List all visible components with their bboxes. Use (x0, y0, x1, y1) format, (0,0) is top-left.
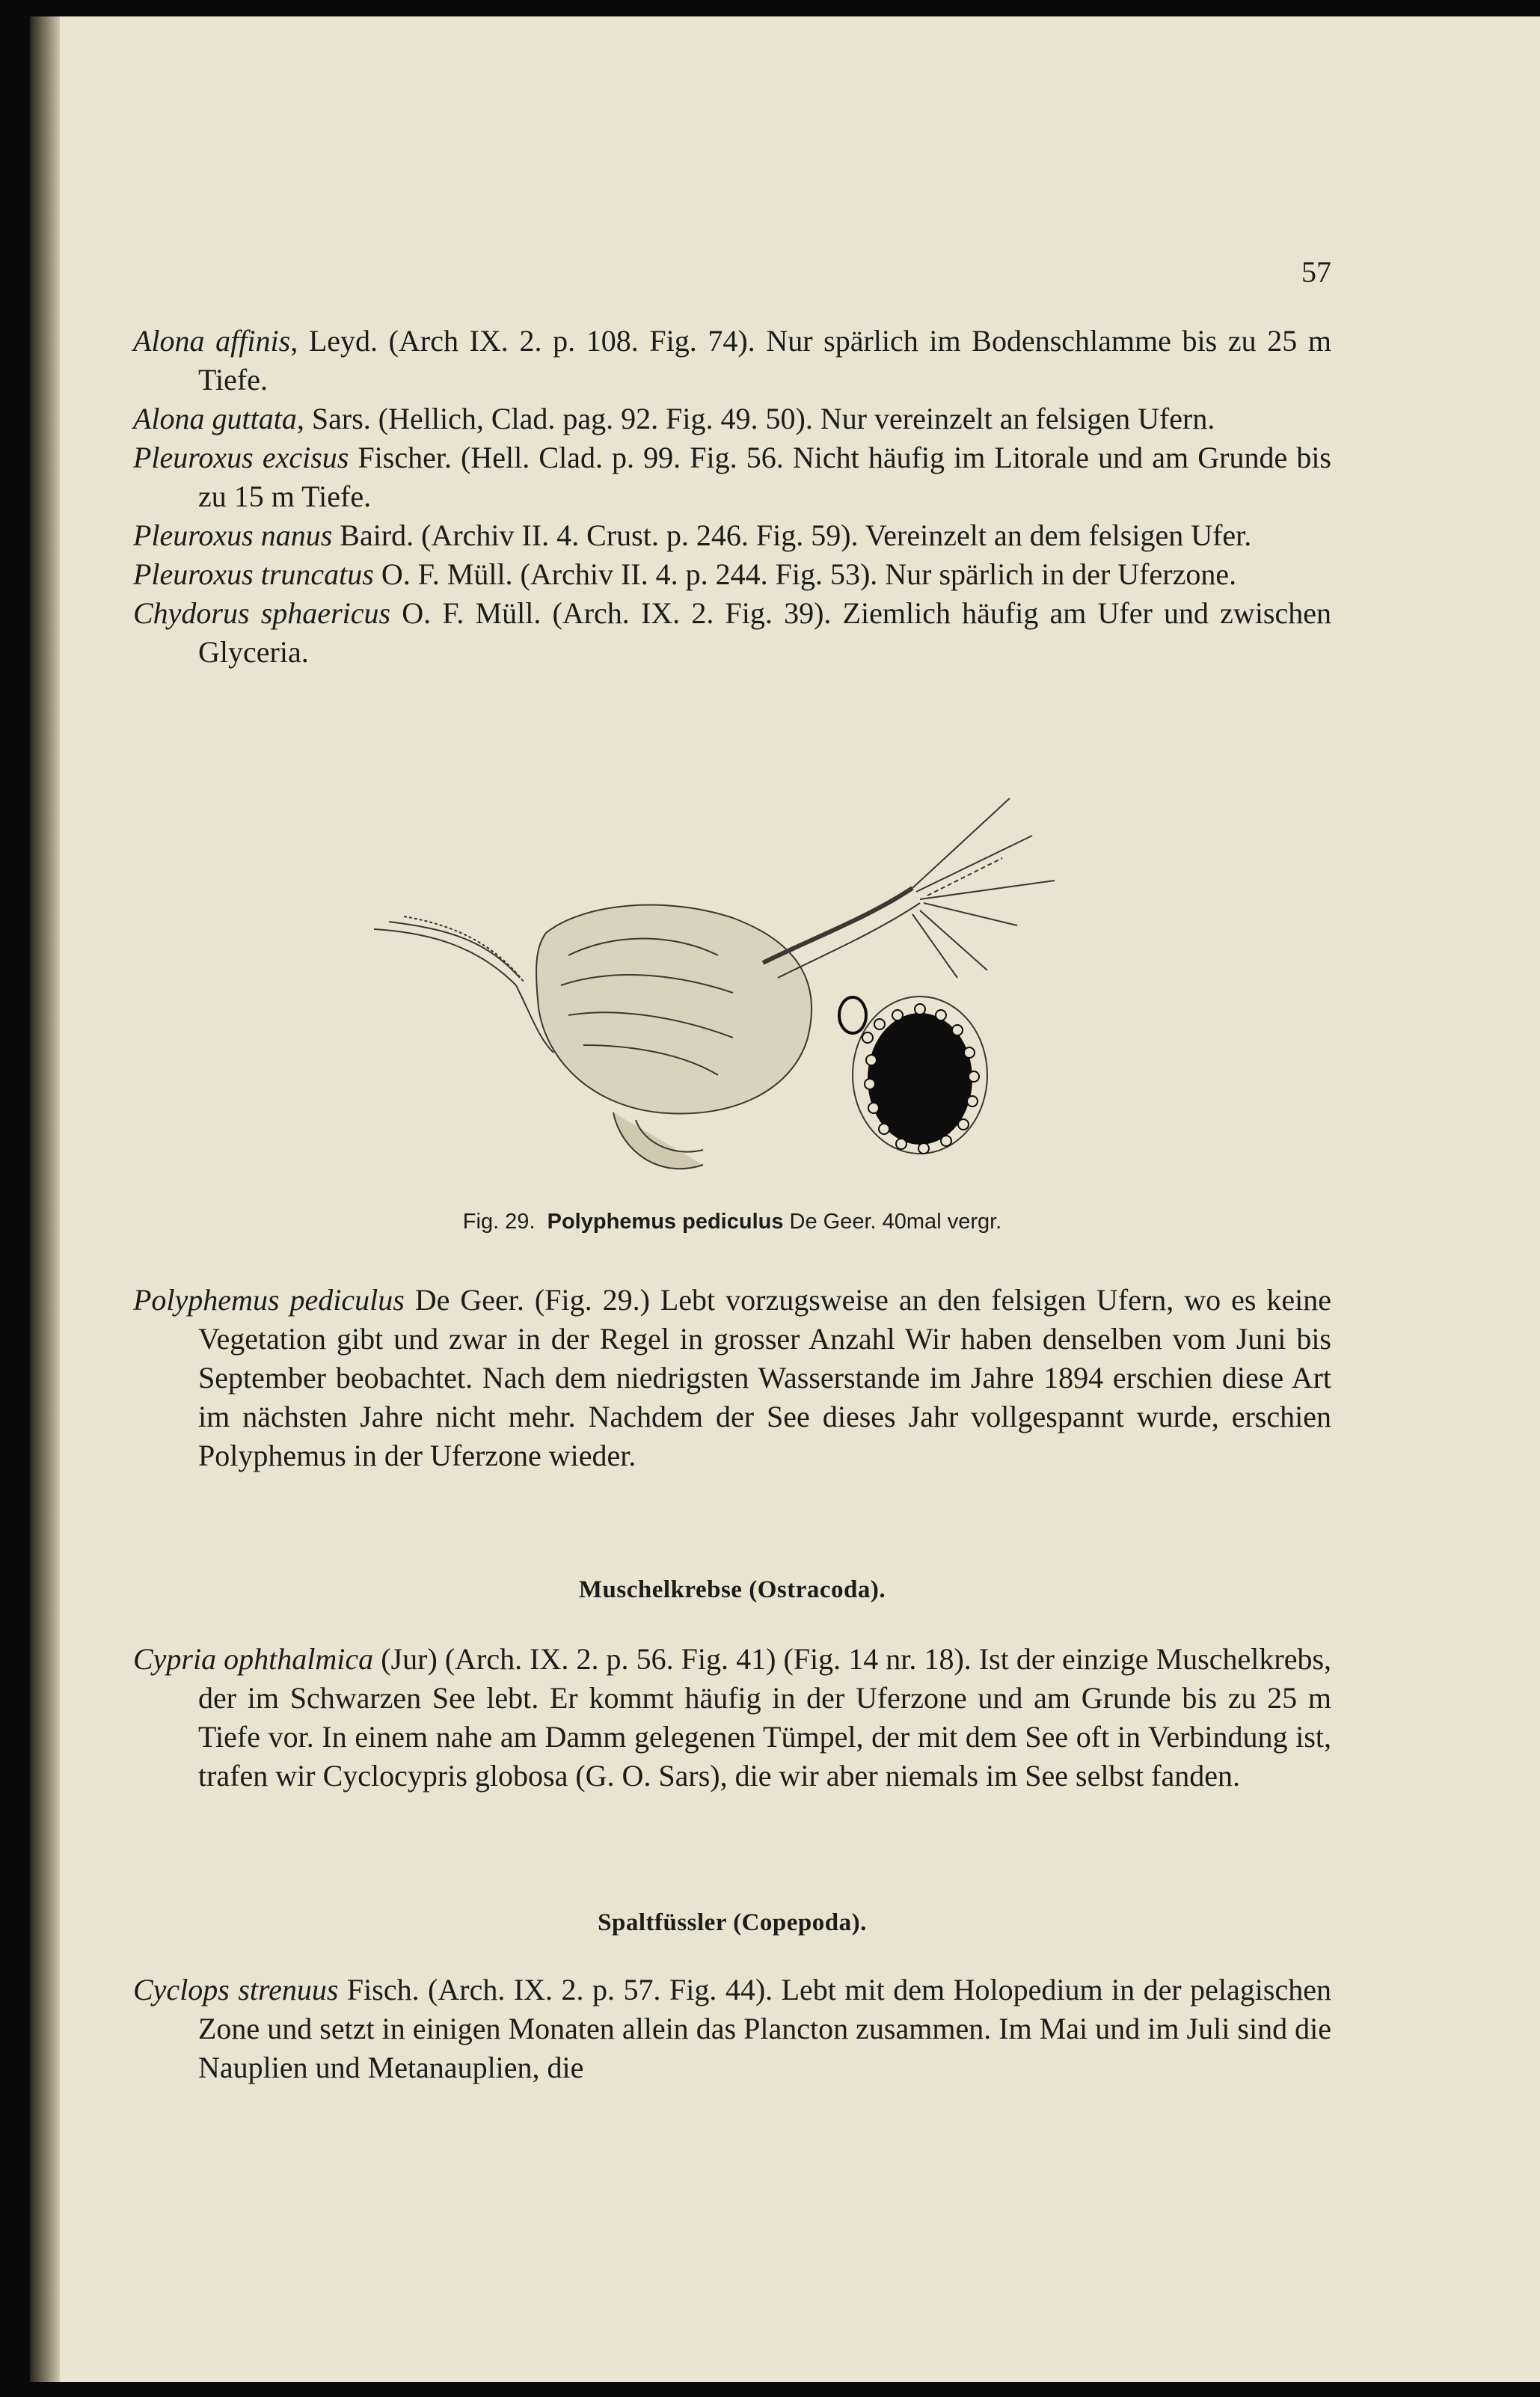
species-name: Cypria ophthalmica (133, 1642, 374, 1676)
species-name: Pleuroxus nanus (133, 518, 333, 552)
polyphemus-illustration (344, 791, 1137, 1210)
species-name: Pleuroxus excisus (133, 441, 349, 474)
species-name: Cyclops strenuus (133, 1973, 339, 2006)
entry-text: Baird. (Archiv II. 4. Crust. p. 246. Fig. 59). Vereinzelt an dem felsigen Ufer. (332, 518, 1252, 552)
species-entry (133, 1640, 1331, 1796)
book-spine (30, 16, 60, 2382)
species-name: Pleuroxus truncatus (133, 557, 374, 591)
page-number: 57 (1301, 255, 1331, 289)
caption-species: Polyphemus pediculus (547, 1210, 784, 1234)
species-entry (133, 322, 1331, 400)
species-entry (133, 400, 1331, 438)
figure-caption (133, 1210, 1331, 1234)
entry-text: , Leyd. (Arch IX. 2. p. 108. Fig. 74). Nur spärlich im Bodenschlamme bis zu 25 m Tiefe. (198, 324, 1331, 397)
entry-text: Fischer. (Hell. Clad. p. 99. Fig. 56. Nicht häufig im Litorale und am Grunde bis zu 15 m Tiefe. (198, 441, 1331, 513)
caption-label: Fig. 29. (462, 1210, 536, 1234)
species-name: Chydorus sphaericus (133, 596, 391, 630)
polyphemus-paragraph (133, 1281, 1331, 1475)
species-entry (133, 555, 1331, 594)
species-entry (133, 1971, 1331, 2087)
species-entry (133, 1281, 1331, 1475)
species-entry (133, 438, 1331, 516)
species-name: Alona affinis (133, 324, 291, 358)
species-name: Alona guttata (133, 402, 297, 435)
section-heading-ostracoda: Muschelkrebse (Ostracoda). (578, 1576, 886, 1603)
ostracoda-paragraph (133, 1640, 1331, 1796)
entry-text: , Sars. (Hellich, Clad. pag. 92. Fig. 49. 50). Nur vereinzelt an felsigen Ufern. (296, 402, 1215, 435)
entry-text: O. F. Müll. (Arch. IX. 2. Fig. 39). Ziemlich häufig am Ufer und zwischen Glyceria. (198, 596, 1332, 669)
copepoda-paragraph (133, 1971, 1331, 2087)
section-heading-copepoda: Spaltfüssler (Copepoda). (598, 1909, 867, 1936)
entry-text: De Geer. (Fig. 29.) Lebt vorzugsweise an den felsigen Ufern, wo es keine Vegetation gibt und zwar in der Regel in grosser Anzahl Wir haben denselben vom Juni bis September beobachtet. Nach dem niedrigsten Wasserstande im Jahre 1894 erschien diese Art im nächsten Jahre nicht mehr. Nachdem der See dieses Jahr vollgespannt wurde, erschien Polyphemus in der Uferzone wieder. (198, 1283, 1331, 1472)
entry-text: (Jur) (Arch. IX. 2. p. 56. Fig. 41) (Fig. 14 nr. 18). Ist der einzige Muschelkrebs, der im Schwarzen See lebt. Er kommt häufig in der Uferzone und am Grunde bis zu 25 m Tiefe vor. In einem nahe am Damm gelegenen Tümpel, der mit dem See oft in Verbindung ist, trafen wir Cyclocypris globosa (G. O. Sars), die wir aber niemals im See selbst fanden. (198, 1642, 1332, 1793)
entry-text: O. F. Müll. (Archiv II. 4. p. 244. Fig. 53). Nur spärlich in der Uferzone. (373, 557, 1237, 591)
species-name: Polyphemus pediculus (133, 1283, 405, 1317)
species-entry (133, 516, 1331, 555)
book-page (30, 16, 1540, 2382)
species-list-top (133, 322, 1331, 672)
caption-suffix: De Geer. 40mal vergr. (789, 1210, 1002, 1234)
species-entry (133, 594, 1331, 672)
entry-text: Fisch. (Arch. IX. 2. p. 57. Fig. 44). Lebt mit dem Holopedium in der pelagischen Zone und setzt in einigen Monaten allein das Plancton zusammen. Im Mai und im Juli sind die Nauplien und Metanauplien, die (198, 1973, 1331, 2084)
